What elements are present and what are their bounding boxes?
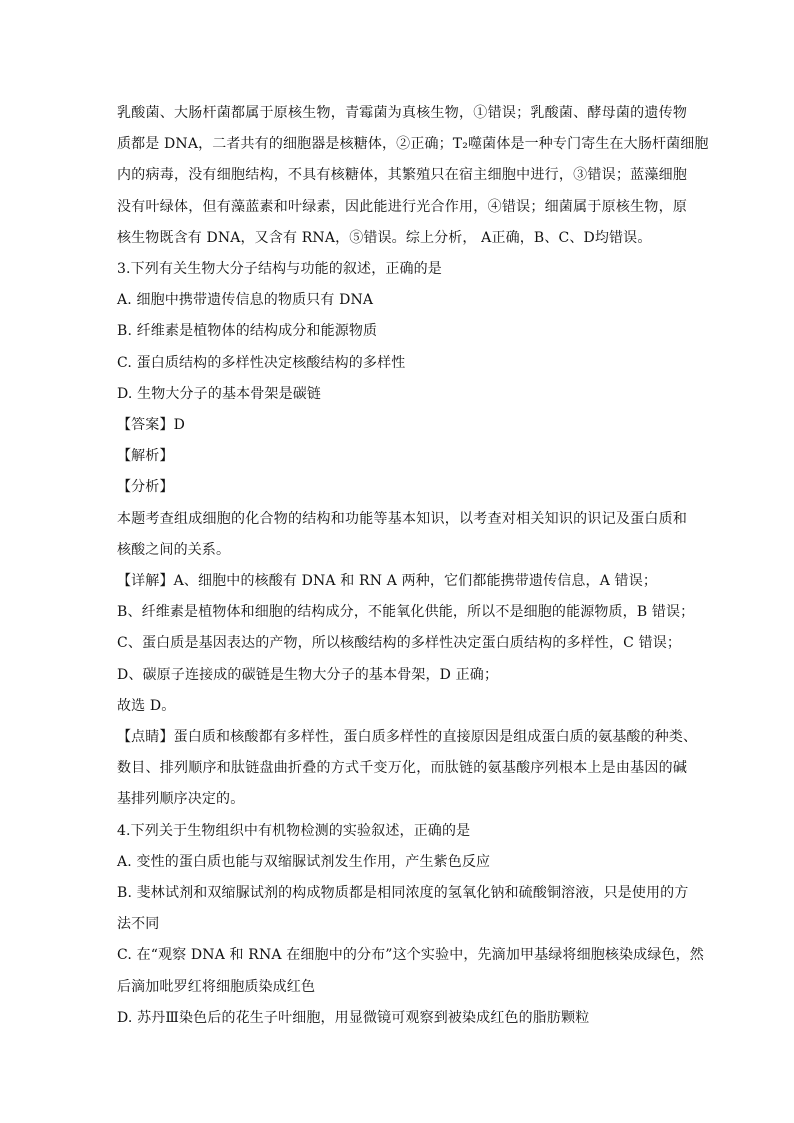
option-c: C. 在“观察 DNA 和 RNA 在细胞中的分布”这个实验中，先滴加甲基绿将细胞核染成绿色，然 [117, 947, 704, 964]
paragraph-line: 核酸之间的关系。 [117, 541, 231, 558]
option-c-continued: 后滴加吡罗红将细胞质染成红色 [117, 978, 316, 995]
detail-line: B、纤维素是植物体和细胞的结构成分，不能氧化供能，所以不是细胞的能源物质，B 错误； [117, 604, 695, 621]
tip-line: 基排列顺序决定的。 [117, 791, 245, 808]
tip-paragraph [117, 722, 698, 816]
paragraph-line: 核生物既含有 DNA，又含有 RNA，⑤错误。综上分析， A正确，B、C、D均错误。 [117, 229, 652, 246]
option-b-continued: 法不同 [117, 916, 160, 933]
option-d: D. 生物大分子的基本骨架是碳链 [117, 385, 322, 402]
tip-line: 【点睛】蛋白质和核酸都有多样性，蛋白质多样性的直接原因是组成蛋白质的氨基酸的种类、 [117, 729, 698, 746]
detail-line: C、蛋白质是基因表达的产物，所以核酸结构的多样性决定蛋白质结构的多样性，C 错误； [117, 635, 682, 652]
question-stem: 3.下列有关生物大分子结构与功能的叙述，正确的是 [117, 261, 442, 278]
detail-line: 故选 D。 [117, 697, 176, 714]
paragraph-line: 没有叶绿体，但有藻蓝素和叶绿素，因此能进行光合作用，④错误；细菌属于原核生物，原 [117, 198, 687, 215]
answer-line: 【答案】D [117, 417, 185, 434]
option-d: D. 苏丹Ⅲ染色后的花生子叶细胞，用显微镜可观察到被染成红色的脂肪颗粒 [117, 1009, 590, 1026]
option-a: A. 细胞中携带遗传信息的物质只有 DNA [117, 292, 374, 309]
paragraph-line: 内的病毒，没有细胞结构，不具有核糖体，其繁殖只在宿主细胞中进行，③错误；蓝藻细胞 [117, 167, 687, 184]
fenxi-paragraph [117, 504, 687, 566]
paragraph-line: 本题考查组成细胞的化合物的结构和功能等基本知识，以考查对相关知识的识记及蛋白质和 [117, 510, 687, 527]
detail-line: D、碳原子连接成的碳链是生物大分子的基本骨架，D 正确； [117, 666, 499, 683]
prev-explanation-paragraph [117, 98, 709, 254]
paragraph-line: 质都是 DNA，二者共有的细胞器是核糖体，②正确；T₂噬菌体是一种专门寄生在大肠杆菌细胞 [117, 136, 709, 153]
detail-paragraph [117, 566, 695, 722]
option-c: C. 蛋白质结构的多样性决定核酸结构的多样性 [117, 354, 406, 371]
option-b: B. 纤维素是植物体的结构成分和能源物质 [117, 323, 378, 340]
option-a: A. 变性的蛋白质也能与双缩脲试剂发生作用，产生紫色反应 [117, 853, 491, 870]
paragraph-line: 乳酸菌、大肠杆菌都属于原核生物，青霉菌为真核生物，①错误；乳酸菌、酵母菌的遗传物 [117, 105, 687, 121]
question-4 [117, 816, 704, 1034]
question-stem: 4.下列关于生物组织中有机物检测的实验叙述，正确的是 [117, 822, 471, 839]
tip-line: 数目、排列顺序和肽链盘曲折叠的方式千变万化，而肽链的氨基酸序列根本上是由基因的碱 [117, 760, 687, 777]
option-b: B. 斐林试剂和双缩脲试剂的构成物质都是相同浓度的氢氧化钠和硫酸铜溶液，只是使用的方 [117, 885, 689, 902]
question-3 [117, 254, 698, 816]
analysis-heading: 【解析】 [117, 448, 174, 465]
fenxi-heading: 【分析】 [117, 479, 174, 496]
detail-line: 【详解】A、细胞中的核酸有 DNA 和 RN A 两种，它们都能携带遗传信息，A 错误； [117, 573, 658, 590]
page-content [117, 98, 709, 1034]
